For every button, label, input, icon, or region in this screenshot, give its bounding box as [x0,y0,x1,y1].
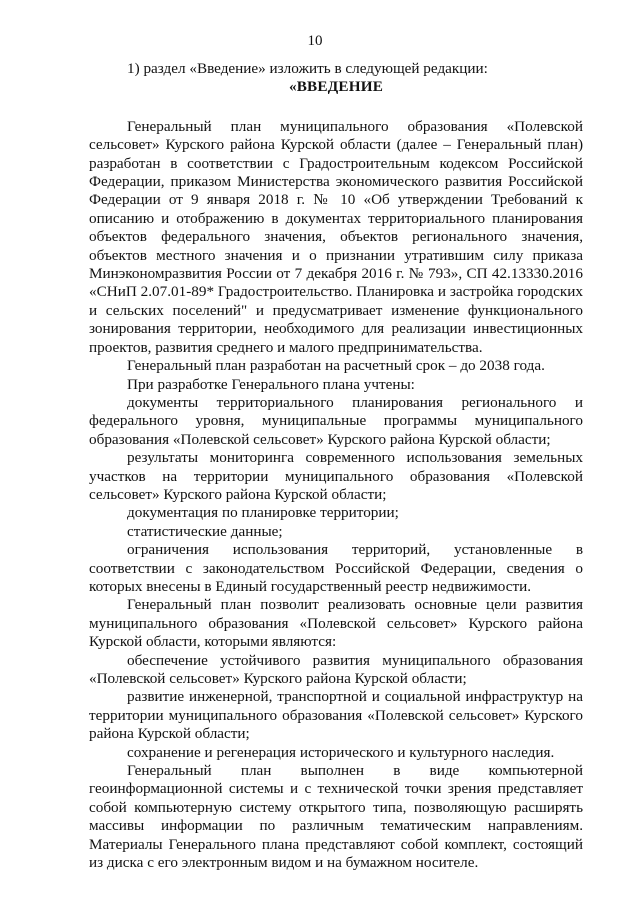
list-item: документы территориального планирования регионального и федерального уровня, муниципальные программы муниципального образования «Полевской сельсовет» Курского района Курской области; [89,393,583,448]
list-item: развитие инженерной, транспортной и социальной инфраструктур на территории муниципального образования «Полевской сельсовет» Курского района Курской области; [89,688,583,743]
list-item: результаты мониторинга современного использования земельных участков на территории муниципального образования «Полевской сельсовет» Курского района Курской области; [89,449,583,503]
list-item: статистические данные; [127,522,283,540]
paragraph: Генеральный план позволит реализовать основные цели развития муниципального образования «Полевской сельсовет» Курского района Курской области, которыми являются: [89,596,583,651]
list-item: сохранение и регенерация исторического и культурного наследия. [127,743,555,761]
list-item: обеспечение устойчивого развития муниципального образования «Полевской сельсовет» Курского района Курской области; [89,651,583,687]
paragraph: Генеральный план муниципального образования «Полевской сельсовет» Курского района Курской области (далее – Генеральный план) разработан в соответствии с Градостроительным кодексом Российской Федерации, приказом Министерства экономического развития Российской Федерации от 9 января 2018 г. № 10 «Об утверждении Требований к описанию и отображению в документах территориального планирования объектов федерального значения, объектов регионального значения, объектов местного значения и о признании утратившим силу приказа Минэкономразвития России от 7 декабря 2016 г. № 793», СП 42.13330.2016 «СНиП 2.07.01-89* Градостроительство. Планировка и застройка городских и сельских поселений" и предусматривает изменение функционального зонирования территории, необходимого для реализации инвестиционных проектов, развития среднего и малого предпринимательства. [89,117,583,356]
list-item: ограничения использования территорий, установленные в соответствии с законодательством Российской Федерации, сведения о которых внесены в Единый государственный реестр недвижимости. [89,541,583,595]
paragraph: Генеральный план выполнен в виде компьютерной геоинформационной системы и с технической точки зрения представляет собой компьютерную систему открытого типа, позволяющую расширять массивы информации по различным тематическим направлениям. Материалы Генерального плана представляют собой комплект, состоящий из диска с его электронным видом и на бумажном носителе. [89,762,583,872]
lead-line: 1) раздел «Введение» изложить в следующей редакции: [127,60,488,77]
document-body [89,60,583,872]
paragraph: Генеральный план разработан на расчетный срок – до 2038 года. [127,357,545,375]
page-number: 10 [307,33,323,49]
list-item: документация по планировке территории; [127,504,399,522]
paragraph: При разработке Генерального плана учтены: [127,375,415,393]
section-heading: «ВВЕДЕНИЕ [288,78,384,96]
